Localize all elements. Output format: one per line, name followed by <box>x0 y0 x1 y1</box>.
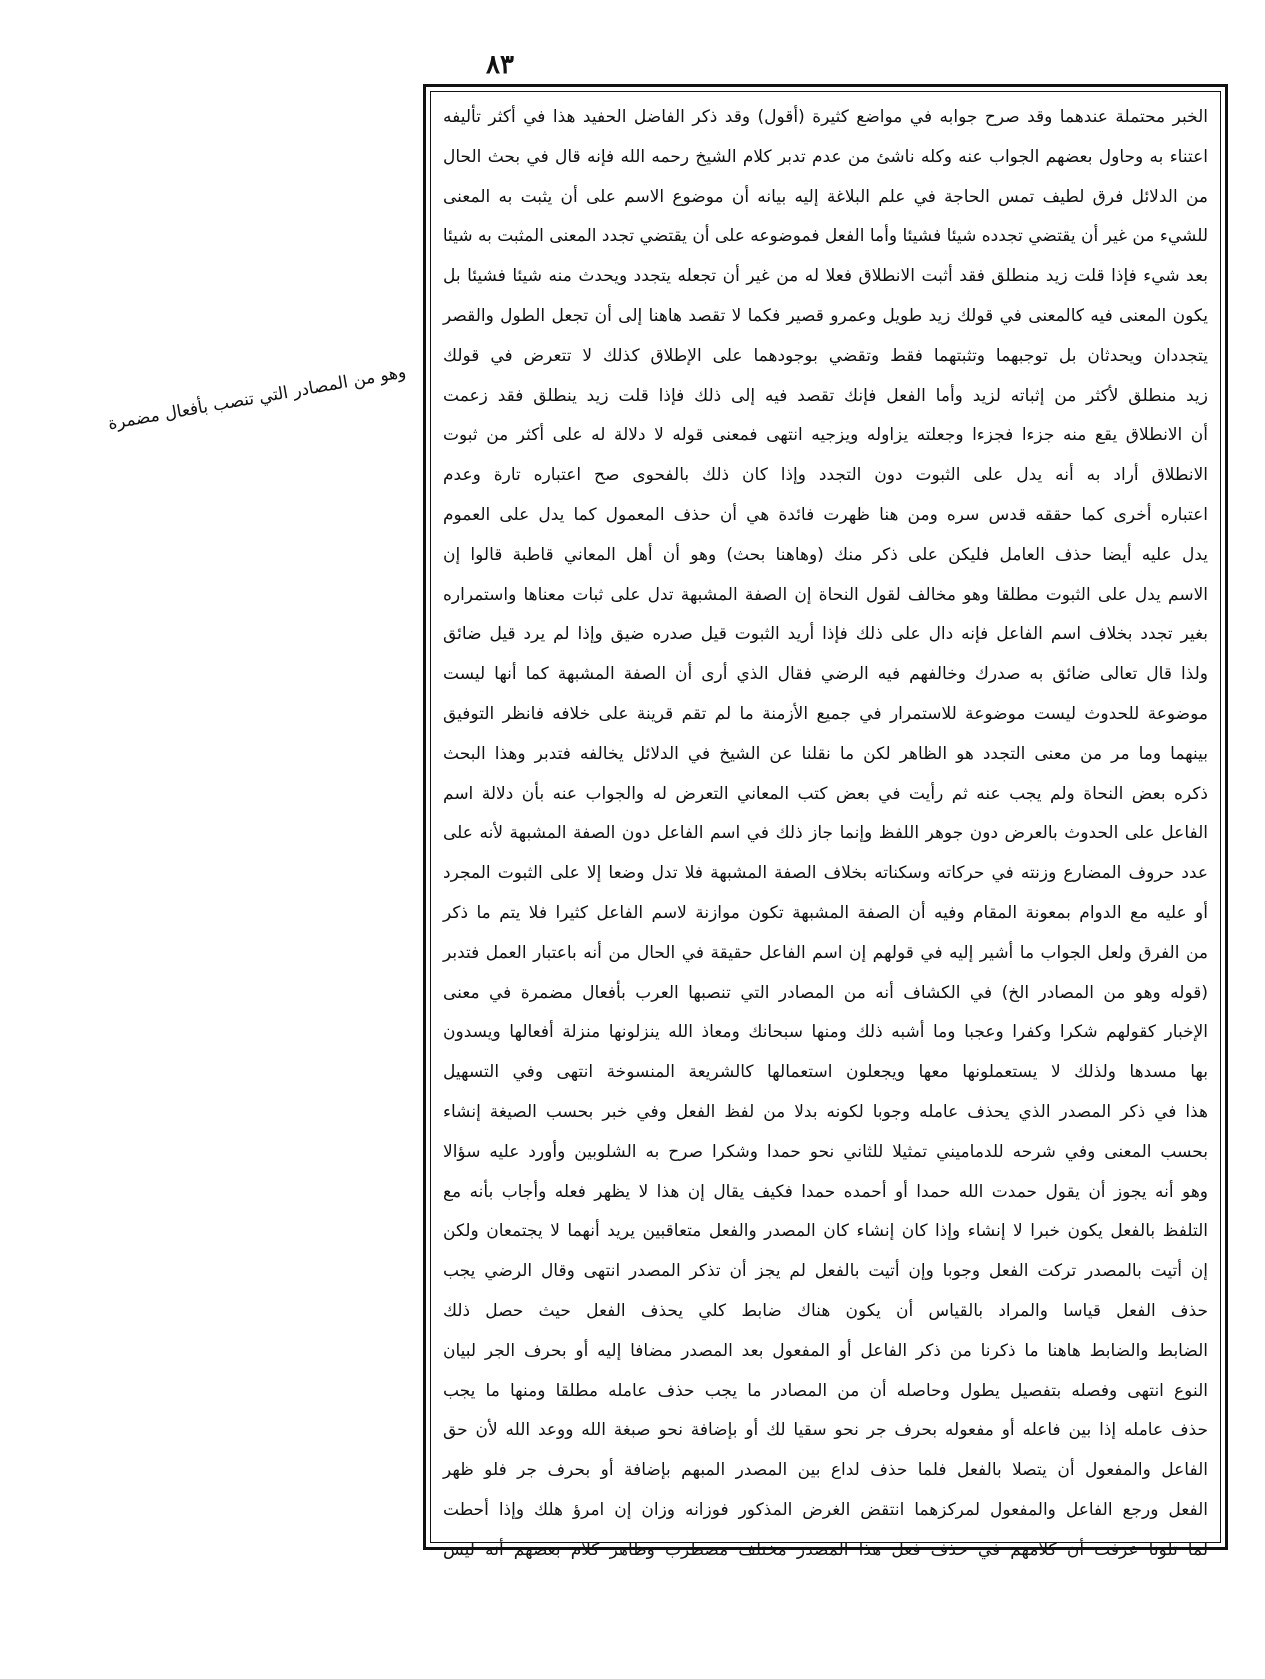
text-line: وهو أنه يجوز أن يقول حمدت الله حمدا أو أحمده حمدا فكيف يقال إن هذا لا يظهر فعله وأجاب بأنه مع <box>443 1181 1208 1202</box>
text-line: الإخبار كقولهم شكرا وكفرا وعجبا وما أشبه ذلك ومنها سبحانك ومعاذ الله ينزلونها منزلة أفعالها ويسدون <box>443 1022 1208 1043</box>
text-line: بها مسدها ولذلك لا يستعملونها معها ويجعلون استعمالها كالشريعة المنسوخة انتهى وفي التسهيل <box>443 1062 1208 1083</box>
page-frame-inner <box>430 91 1221 1560</box>
text-line: زيد منطلق لأكثر من إثباته لزيد وأما الفعل فإنك تقصد فيه إلى ذلك فإذا قلت زيد ينطلق فقد زعمت <box>443 385 1208 406</box>
text-line: الضابط والضابط هاهنا ما ذكرنا من ذكر الفاعل أو المفعول بعد المصدر مضافا إليه أو بحرف الجر لبيان <box>443 1340 1208 1361</box>
text-line: (قوله وهو من المصادر الخ) في الكشاف أنه من المصادر التي تنصبها العرب بأفعال مضمرة في معنى <box>443 982 1208 1003</box>
text-line: أن الانطلاق يقع منه جزءا فجزءا وجعلته يزاوله ويزجيه انتهى فمعنى قوله لا دلالة له على أكثر من ثبوت <box>443 425 1208 446</box>
text-line: الانطلاق أراد به أنه يدل على الثبوت دون التجدد وإذا كان ذلك بالفحوى صح اعتباره تارة وعدم <box>443 465 1208 486</box>
text-line: من الدلائل فرق لطيف تمس الحاجة في علم البلاغة إليه بيانه أن موضوع الاسم على أن يثبت به المعنى <box>443 186 1208 207</box>
text-line: للشيء من غير أن يقتضي تجدده شيئا فشيئا وأما الفعل فموضوعه على أن يقتضي تجدد المعنى المثبت به شيئا <box>442 226 1208 247</box>
text-line: ذكره بعض النحاة ولم يجب عنه ثم رأيت في بعض كتب المعاني التعرض له والجواب عنه بأن دلالة اسم <box>443 783 1208 804</box>
text-line: أو عليه مع الدوام بمعونة المقام وفيه أن الصفة المشبهة تكون موازنة لاسم الفاعل كثيرا فلا يتم ما ذكر <box>443 902 1208 923</box>
text-line: حذف الفعل قياسا والمراد بالقياس أن يكون هناك ضابط كلي يحذف الفعل حيث حصل ذلك <box>443 1300 1208 1321</box>
text-line: الفاعل على الحدوث بالعرض دون جوهر اللفظ وإنما جاز ذلك في اسم الفاعل دون الصفة المشبهة لأنه على <box>443 823 1208 844</box>
text-line: ولذا قال تعالى ضائق به صدرك وخالفهم فيه الرضي فقال الذي أرى أن الصفة المشبهة كما أنها ليست <box>443 664 1208 685</box>
text-line: يكون المعنى فيه كالمعنى في قولك زيد طويل وعمرو قصير فكما لا تقصد هاهنا إلى أن تجعل الطول والقصر <box>443 305 1208 326</box>
margin-note: وهو من المصادر التي تنصب بأفعال مضمرة <box>106 362 408 435</box>
main-text <box>431 92 1220 1570</box>
text-line: بينهما وما مر من معنى التجدد هو الظاهر لكن ما نقلنا عن الشيخ في الدلائل يخالفه فتدبر وهذا البحث <box>443 743 1208 764</box>
text-line: عدد حروف المضارع وزنته في حركاته وسكناته بخلاف الصفة المشبهة فلا تدل وضعا إلا على الثبوت المجرد <box>443 863 1208 884</box>
text-line: يتجددان ويحدثان بل توجبهما وتثبتهما فقط وتقضي بوجودهما على الإطلاق كذلك لا تتعرض في قولك <box>443 345 1208 366</box>
text-line: هذا في ذكر المصدر الذي يحذف عامله وجوبا لكونه بدلا من لفظ الفعل وفي خبر بحسب الصيغة إنشاء <box>443 1101 1208 1122</box>
text-line: حذف عامله إذا بين فاعله أو مفعوله بحرف جر نحو سقيا لك أو بإضافة نحو صبغة الله ووعد الله لأن حق <box>443 1420 1208 1441</box>
text-line: يدل عليه أيضا حذف العامل فليكن على ذكر منك (وهاهنا بحث) وهو أن أهل المعاني قاطبة قالوا إن <box>443 544 1208 565</box>
text-line: إن أتيت بالمصدر تركت الفعل وجوبا وإن أتيت بالفعل لم يجز أن تذكر المصدر انتهى وقال الرضي يجب <box>443 1261 1208 1282</box>
text-line: موضوعة للحدوث ليست موضوعة للاستمرار في جميع الأزمنة ما لم تقم قرينة على خلافه فانظر التوفيق <box>443 703 1208 724</box>
text-line: بغير تجدد بخلاف اسم الفاعل فإنه دال على ذلك فإذا أريد الثبوت قيل صدره ضيق وإذا لم يرد قيل ضائق <box>443 624 1208 645</box>
text-line: النوع انتهى وفصله بتفصيل يطول وحاصله أن من المصادر ما يجب حذف عامله مطلقا ومنها ما يجب <box>443 1380 1208 1401</box>
text-line: بعد شيء فإذا قلت زيد منطلق فقد أثبت الانطلاق فعلا له من غير أن تجعله يتجدد ويحدث منه شيئا فشيئا بل <box>443 266 1208 287</box>
text-line: الفاعل والمفعول أن يتصلا بالفعل فلما حذف لداع بين المصدر المبهم بإضافة أو بحرف جر فلو ظهر <box>443 1460 1208 1481</box>
text-line: لما تلونا عرفت أن كلامهم في حذف فعل هذا المصدر مختلف مضطرب وظاهر كلام بعضهم أنه ليس <box>443 1539 1208 1560</box>
text-line: اعتناء به وحاول بعضهم الجواب عنه وكله ناشئ من عدم تدبر كلام الشيخ رحمه الله فإنه قال في بحث الحال <box>443 146 1208 167</box>
text-line: اعتباره أخرى كما حققه قدس سره ومن هنا ظهرت فائدة هي أن حذف المعمول كما يدل على العموم <box>443 504 1208 525</box>
page-number: ٨٣ <box>486 50 514 80</box>
text-line: من الفرق ولعل الجواب ما أشير إليه في قولهم إن اسم الفاعل حقيقة في الحال من أنه باعتبار العمل فتدبر <box>443 942 1208 963</box>
text-line: بحسب المعنى وفي شرحه للدماميني تمثيلا للثاني نحو حمدا وشكرا صرح به الشلوبين وأورد عليه سؤالا <box>443 1141 1208 1162</box>
text-line: الفعل ورجع الفاعل والمفعول لمركزهما انتقض الغرض المذكور فوزانه وزان إن امرؤ هلك وإذا أحطت <box>443 1499 1208 1520</box>
text-line: التلفظ بالفعل يكون خبرا لا إنشاء وإذا كان إنشاء كان المصدر والفعل متعاقبين يريد أنهما لا يجتمعان ولكن <box>443 1221 1208 1242</box>
text-line: الخبر محتملة عندهما وقد صرح جوابه في مواضع كثيرة (أقول) وقد ذكر الفاضل الحفيد هذا في أكثر تأليفه <box>443 107 1208 127</box>
text-line: الاسم يدل على الثبوت مطلقا وهو مخالف لقول النحاة إن الصفة المشبهة تدل على ثبات معناها واستمراره <box>443 584 1208 605</box>
